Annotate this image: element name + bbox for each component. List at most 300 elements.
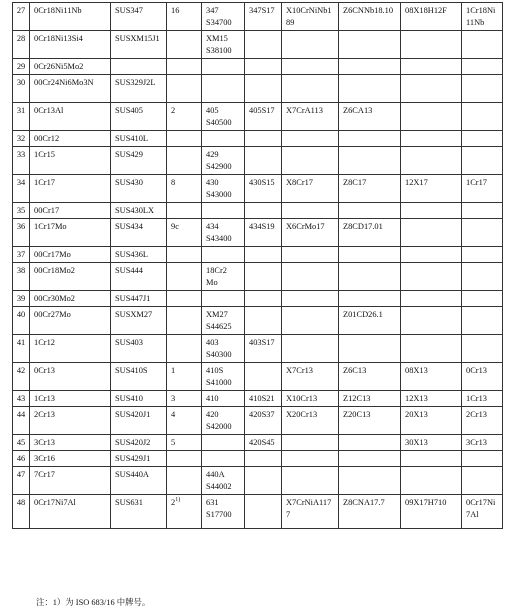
prc-old-grade-cell [462, 467, 503, 495]
din-grade-cell [282, 363, 339, 391]
jis-grade-cell [111, 391, 167, 407]
row-number-cell [13, 175, 30, 203]
row-number-cell [13, 59, 30, 75]
chinese-grade-cell [30, 59, 111, 75]
prc-old-grade-cell [462, 219, 503, 247]
nf-grade-cell [339, 467, 401, 495]
prc-old-grade-cell [462, 407, 503, 435]
row-number-cell [13, 363, 30, 391]
prc-old-grade: 1Cr17 [466, 178, 487, 187]
din-grade-cell [282, 103, 339, 131]
aisi-uns-grade-cell [202, 3, 245, 31]
din-grade: X6CrMo17 [286, 222, 325, 231]
row-number: 40 [16, 310, 26, 319]
gost-grade-cell [401, 59, 462, 75]
aisi-grade: 405 [206, 106, 219, 115]
table-row [13, 467, 503, 495]
row-number-cell [13, 103, 30, 131]
din-grade-cell [282, 203, 339, 219]
table-row [13, 263, 503, 291]
gost-grade-cell [401, 391, 462, 407]
table-row [13, 3, 503, 31]
nf-grade-cell [339, 495, 401, 529]
row-number-cell [13, 307, 30, 335]
gost-grade-cell [401, 3, 462, 31]
bs-grade: 403S17 [249, 338, 275, 347]
aisi-uns-grade-cell [202, 103, 245, 131]
jis-grade: SUS429J1 [115, 454, 151, 463]
row-number: 29 [16, 62, 26, 71]
chinese-grade-cell [30, 147, 111, 175]
aisi-uns-grade-cell [202, 219, 245, 247]
iso-grade-cell [167, 391, 202, 407]
iso-grade-cell [167, 247, 202, 263]
jis-grade: SUS420J2 [115, 438, 151, 447]
aisi-grade: 434 [206, 222, 219, 231]
din-grade: X7CrA113 [286, 106, 323, 115]
bs-grade-cell [245, 3, 282, 31]
row-number: 37 [16, 250, 26, 259]
nf-grade: Z6CNNb18.10 [343, 6, 394, 15]
aisi-uns-grade-cell [202, 435, 245, 451]
iso-grade-cell [167, 363, 202, 391]
jis-grade: SUS440A [115, 470, 149, 479]
bs-grade-cell [245, 31, 282, 59]
chinese-grade-cell [30, 75, 111, 103]
jis-grade: SUS631 [115, 498, 143, 507]
din-grade-cell [282, 451, 339, 467]
gost-grade: 12X13 [405, 394, 428, 403]
table-row [13, 435, 503, 451]
uns-grade: S40300 [206, 350, 232, 359]
jis-grade-cell [111, 31, 167, 59]
din-grade-cell [282, 407, 339, 435]
iso-grade-cell [167, 59, 202, 75]
table-row [13, 31, 503, 59]
chinese-grade: 00Cr12 [34, 134, 60, 143]
gost-grade-cell [401, 307, 462, 335]
bs-grade: 420S45 [249, 438, 275, 447]
table-row [13, 203, 503, 219]
row-number: 34 [16, 178, 26, 187]
chinese-grade: 00Cr17Mo [34, 250, 71, 259]
row-number: 45 [16, 438, 26, 447]
row-number: 44 [16, 410, 26, 419]
table-row [13, 103, 503, 131]
chinese-grade: 00Cr17 [34, 206, 60, 215]
gost-grade-cell [401, 363, 462, 391]
aisi-uns-grade-cell [202, 59, 245, 75]
row-number: 27 [16, 6, 26, 15]
prc-old-grade-cell [462, 247, 503, 263]
iso-grade: 5 [171, 438, 176, 447]
din-grade-cell [282, 435, 339, 451]
iso-grade: 2 [171, 498, 176, 507]
chinese-grade: 0Cr18Ni13Si4 [34, 34, 83, 43]
jis-grade-cell [111, 147, 167, 175]
aisi-grade: 440A [206, 470, 225, 479]
gost-grade: 20X13 [405, 410, 428, 419]
prc-old-grade-cell [462, 147, 503, 175]
table-row [13, 335, 503, 363]
nf-grade: Z8CD17.01 [343, 222, 383, 231]
jis-grade: SUS444 [115, 266, 143, 275]
nf-grade-cell [339, 335, 401, 363]
table-row [13, 291, 503, 307]
chinese-grade-cell [30, 263, 111, 291]
aisi-uns-grade-cell [202, 335, 245, 363]
nf-grade: Z6CA13 [343, 106, 373, 115]
prc-old-grade-cell [462, 391, 503, 407]
chinese-grade: 1Cr17 [34, 178, 55, 187]
iso-grade: 2 [171, 106, 176, 115]
prc-old-grade-cell [462, 451, 503, 467]
jis-grade-cell [111, 363, 167, 391]
aisi-grade: 430 [206, 178, 219, 187]
gost-grade-cell [401, 467, 462, 495]
chinese-grade-cell [30, 495, 111, 529]
row-number-cell [13, 435, 30, 451]
table-row [13, 451, 503, 467]
bs-grade-cell [245, 59, 282, 75]
jis-grade-cell [111, 435, 167, 451]
din-grade-cell [282, 31, 339, 59]
bs-grade: 347S17 [249, 6, 275, 15]
aisi-grade: 18Cr2 [206, 266, 227, 275]
bs-grade: 420S37 [249, 410, 275, 419]
din-grade: X20Cr13 [286, 410, 318, 419]
bs-grade: 410S21 [249, 394, 275, 403]
table-row [13, 495, 503, 529]
table-row [13, 247, 503, 263]
chinese-grade-cell [30, 391, 111, 407]
iso-grade-cell [167, 3, 202, 31]
aisi-grade: XM27 [206, 310, 228, 319]
din-grade-cell [282, 307, 339, 335]
aisi-grade: 429 [206, 150, 219, 159]
nf-grade-cell [339, 147, 401, 175]
gost-grade: 12X17 [405, 178, 428, 187]
nf-grade: Z8C17 [343, 178, 367, 187]
chinese-grade: 0Cr17Ni7Al [34, 498, 76, 507]
chinese-grade-cell [30, 103, 111, 131]
prc-old-grade-cell [462, 59, 503, 75]
iso-grade-cell [167, 291, 202, 307]
aisi-uns-grade-cell [202, 307, 245, 335]
jis-grade: SUS436L [115, 250, 149, 259]
jis-grade-cell [111, 247, 167, 263]
jis-grade-cell [111, 75, 167, 103]
chinese-grade-cell [30, 219, 111, 247]
iso-grade-cell [167, 175, 202, 203]
aisi-grade: 631 [206, 498, 219, 507]
chinese-grade: 00Cr24Ni6Mo3N [34, 78, 94, 87]
uns-grade: S43000 [206, 190, 232, 199]
iso-grade-cell [167, 219, 202, 247]
aisi-uns-grade-cell [202, 263, 245, 291]
prc-old-grade-cell [462, 131, 503, 147]
jis-grade: SUS447J1 [115, 294, 151, 303]
row-number-cell [13, 3, 30, 31]
din-grade-cell [282, 291, 339, 307]
iso-grade-cell [167, 407, 202, 435]
jis-grade: SUS405 [115, 106, 143, 115]
row-number-cell [13, 247, 30, 263]
din-grade-cell [282, 3, 339, 31]
iso-grade-cell [167, 495, 202, 529]
row-number-cell [13, 219, 30, 247]
iso-grade-cell [167, 203, 202, 219]
table-row [13, 147, 503, 175]
row-number-cell [13, 451, 30, 467]
chinese-grade-cell [30, 335, 111, 363]
iso-grade: 1 [171, 366, 176, 375]
nf-grade-cell [339, 291, 401, 307]
jis-grade-cell [111, 467, 167, 495]
row-number-cell [13, 75, 30, 103]
din-grade: X7Cr13 [286, 366, 313, 375]
jis-grade-cell [111, 203, 167, 219]
uns-grade: Mo [206, 278, 218, 287]
nf-grade-cell [339, 451, 401, 467]
jis-grade: SUS429 [115, 150, 143, 159]
row-number: 47 [16, 470, 26, 479]
bs-grade-cell [245, 391, 282, 407]
row-number-cell [13, 495, 30, 529]
nf-grade-cell [339, 131, 401, 147]
chinese-grade-cell [30, 407, 111, 435]
jis-grade-cell [111, 407, 167, 435]
row-number: 35 [16, 206, 26, 215]
nf-grade: Z6C13 [343, 366, 367, 375]
iso-grade-cell [167, 147, 202, 175]
gost-grade: 08X13 [405, 366, 428, 375]
prc-old-grade: 2Cr13 [466, 410, 487, 419]
din-grade: X8Cr17 [286, 178, 313, 187]
aisi-grade: 410 [206, 394, 219, 403]
steel-grade-comparison-table [12, 2, 503, 529]
nf-grade: Z12C13 [343, 394, 371, 403]
prc-old-grade: 3Cr13 [466, 438, 487, 447]
row-number-cell [13, 291, 30, 307]
gost-grade-cell [401, 147, 462, 175]
din-grade-cell [282, 467, 339, 495]
uns-grade: S40500 [206, 118, 232, 127]
bs-grade-cell [245, 495, 282, 529]
gost-grade-cell [401, 247, 462, 263]
chinese-grade-cell [30, 31, 111, 59]
jis-grade-cell [111, 495, 167, 529]
prc-old-grade: 0Cr13 [466, 366, 487, 375]
iso-grade-cell [167, 467, 202, 495]
gost-grade-cell [401, 335, 462, 363]
aisi-uns-grade-cell [202, 451, 245, 467]
jis-grade: SUS329J2L [115, 78, 156, 87]
uns-grade: S42000 [206, 422, 232, 431]
nf-grade-cell [339, 59, 401, 75]
bs-grade-cell [245, 263, 282, 291]
prc-old-grade-cell [462, 75, 503, 103]
jis-grade: SUSXM15J1 [115, 34, 160, 43]
chinese-grade-cell [30, 363, 111, 391]
gost-grade-cell [401, 291, 462, 307]
prc-old-grade-cell [462, 103, 503, 131]
table-body [13, 3, 503, 529]
table-row [13, 131, 503, 147]
jis-grade-cell [111, 131, 167, 147]
row-number-cell [13, 131, 30, 147]
row-number-cell [13, 407, 30, 435]
chinese-grade: 0Cr13 [34, 366, 55, 375]
row-number-cell [13, 391, 30, 407]
gost-grade-cell [401, 263, 462, 291]
iso-grade-cell [167, 75, 202, 103]
jis-grade: SUSXM27 [115, 310, 153, 319]
din-grade-cell [282, 335, 339, 363]
jis-grade-cell [111, 175, 167, 203]
footnote-marker: 1) [175, 497, 181, 503]
jis-grade: SUS430 [115, 178, 143, 187]
iso-grade: 16 [171, 6, 180, 15]
row-number: 28 [16, 34, 26, 43]
bs-grade-cell [245, 307, 282, 335]
prc-old-grade-cell [462, 291, 503, 307]
nf-grade: Z8CNA17.7 [343, 498, 385, 507]
jis-grade-cell [111, 451, 167, 467]
gost-grade-cell [401, 407, 462, 435]
uns-grade: S42900 [206, 162, 232, 171]
row-number: 48 [16, 498, 26, 507]
uns-grade: S44002 [206, 482, 232, 491]
iso-grade: 9c [171, 222, 179, 231]
prc-old-grade-cell [462, 263, 503, 291]
chinese-grade: 1Cr17Mo [34, 222, 67, 231]
prc-old-grade-cell [462, 435, 503, 451]
aisi-uns-grade-cell [202, 495, 245, 529]
footnote: 注：1）为 ISO 683/16 中牌号。 [36, 598, 151, 607]
row-number: 31 [16, 106, 26, 115]
bs-grade-cell [245, 203, 282, 219]
gost-grade: 30X13 [405, 438, 428, 447]
bs-grade: 430S15 [249, 178, 275, 187]
prc-old-grade-cell [462, 3, 503, 31]
prc-old-grade-cell [462, 175, 503, 203]
din-grade: X10Cr13 [286, 394, 318, 403]
iso-grade-cell [167, 263, 202, 291]
din-grade-cell [282, 219, 339, 247]
aisi-grade: 420 [206, 410, 219, 419]
prc-old-grade-cell [462, 363, 503, 391]
jis-grade-cell [111, 291, 167, 307]
din-grade-cell [282, 75, 339, 103]
uns-grade: S44625 [206, 322, 232, 331]
chinese-grade-cell [30, 247, 111, 263]
nf-grade-cell [339, 391, 401, 407]
bs-grade-cell [245, 363, 282, 391]
row-number: 41 [16, 338, 26, 347]
gost-grade-cell [401, 175, 462, 203]
bs-grade-cell [245, 75, 282, 103]
bs-grade-cell [245, 451, 282, 467]
table-row [13, 175, 503, 203]
row-number-cell [13, 467, 30, 495]
row-number: 42 [16, 366, 26, 375]
iso-grade-cell [167, 335, 202, 363]
bs-grade-cell [245, 247, 282, 263]
iso-grade-cell [167, 103, 202, 131]
bs-grade-cell [245, 103, 282, 131]
din-grade-cell [282, 131, 339, 147]
gost-grade-cell [401, 131, 462, 147]
chinese-grade: 3Cr13 [34, 438, 55, 447]
iso-grade: 4 [171, 410, 176, 419]
aisi-grade: XM15 [206, 34, 228, 43]
row-number: 46 [16, 454, 26, 463]
bs-grade-cell [245, 435, 282, 451]
jis-grade-cell [111, 335, 167, 363]
nf-grade-cell [339, 435, 401, 451]
uns-grade: S43400 [206, 234, 232, 243]
chinese-grade: 0Cr18Ni11Nb [34, 6, 82, 15]
prc-old-grade-cell [462, 203, 503, 219]
table-row [13, 307, 503, 335]
table-row [13, 391, 503, 407]
uns-grade: S41000 [206, 378, 232, 387]
bs-grade-cell [245, 335, 282, 363]
nf-grade-cell [339, 203, 401, 219]
aisi-uns-grade-cell [202, 247, 245, 263]
chinese-grade-cell [30, 307, 111, 335]
din-grade-cell [282, 147, 339, 175]
table-row [13, 75, 503, 103]
nf-grade-cell [339, 31, 401, 59]
gost-grade-cell [401, 75, 462, 103]
jis-grade: SUS430LX [115, 206, 155, 215]
chinese-grade: 1Cr13 [34, 394, 55, 403]
gost-grade-cell [401, 451, 462, 467]
chinese-grade-cell [30, 131, 111, 147]
bs-grade-cell [245, 291, 282, 307]
prc-old-grade-cell [462, 307, 503, 335]
chinese-grade: 0Cr26Ni5Mo2 [34, 62, 84, 71]
row-number: 36 [16, 222, 26, 231]
nf-grade-cell [339, 247, 401, 263]
aisi-uns-grade-cell [202, 291, 245, 307]
aisi-grade: 403 [206, 338, 219, 347]
gost-grade-cell [401, 203, 462, 219]
row-number: 39 [16, 294, 26, 303]
aisi-uns-grade-cell [202, 31, 245, 59]
jis-grade: SUS410L [115, 134, 149, 143]
chinese-grade-cell [30, 291, 111, 307]
jis-grade: SUS434 [115, 222, 143, 231]
prc-old-grade: 1Cr13 [466, 394, 487, 403]
din-grade-cell [282, 495, 339, 529]
table-row [13, 219, 503, 247]
gost-grade-cell [401, 435, 462, 451]
iso-grade: 8 [171, 178, 176, 187]
iso-grade-cell [167, 451, 202, 467]
aisi-grade: 410S [206, 366, 224, 375]
chinese-grade: 1Cr12 [34, 338, 55, 347]
iso-grade-cell [167, 31, 202, 59]
bs-grade-cell [245, 175, 282, 203]
aisi-uns-grade-cell [202, 363, 245, 391]
jis-grade-cell [111, 263, 167, 291]
row-number: 32 [16, 134, 26, 143]
jis-grade-cell [111, 219, 167, 247]
chinese-grade-cell [30, 467, 111, 495]
